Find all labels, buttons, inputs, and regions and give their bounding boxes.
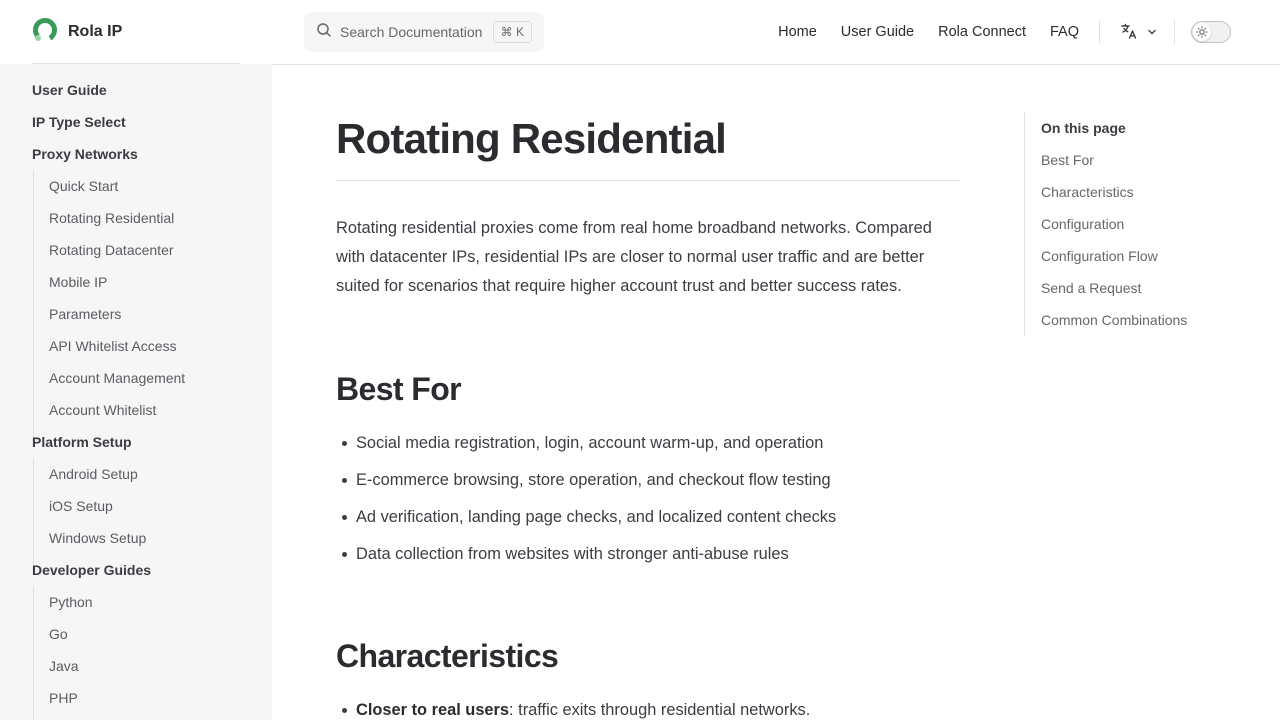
chevron-down-icon xyxy=(1146,25,1158,43)
top-navbar xyxy=(0,0,1280,64)
sidebar-item-php[interactable]: PHP xyxy=(49,690,78,706)
sidebar-item-proxy-networks[interactable]: Proxy Networks xyxy=(32,146,138,162)
sidebar-item-rotating-residential[interactable]: Rotating Residential xyxy=(49,210,175,226)
search-shortcut-key: ⌘ K xyxy=(493,21,532,43)
sidebar-section-rail xyxy=(33,170,34,440)
nav-link-rola-connect[interactable]: Rola Connect xyxy=(938,24,1026,40)
heading-best-for: Best For xyxy=(336,371,461,407)
outline-link-best-for[interactable]: Best For xyxy=(1041,152,1094,168)
outline-title: On this page xyxy=(1041,120,1126,136)
list-item: Ad verification, landing page checks, and localized content checks xyxy=(342,504,836,530)
sidebar-item-user-guide[interactable]: User Guide xyxy=(32,82,107,98)
header-divider xyxy=(272,64,1280,65)
nav-divider xyxy=(1099,20,1100,44)
term-label: Closer to real users xyxy=(356,701,510,719)
sidebar-section-rail xyxy=(33,458,34,568)
list-item: Data collection from websites with stronger anti-abuse rules xyxy=(342,541,789,567)
outline-link-common-combinations[interactable]: Common Combinations xyxy=(1041,312,1188,328)
sidebar-item-windows-setup[interactable]: Windows Setup xyxy=(49,530,147,546)
outline-link-send-a-request[interactable]: Send a Request xyxy=(1041,280,1142,296)
brand-title: Rola IP xyxy=(68,23,123,40)
sidebar-item-account-management[interactable]: Account Management xyxy=(49,370,186,386)
intro-paragraph: Rotating residential proxies come from real home broadband networks. Compared with datacenter IPs, residential IPs are closer to normal user traffic and are better suited for scenarios that require higher account trust and better success rates. xyxy=(336,219,932,295)
sidebar-item-mobile-ip[interactable]: Mobile IP xyxy=(49,274,108,290)
sidebar-item-rotating-datacenter[interactable]: Rotating Datacenter xyxy=(49,242,174,258)
sidebar-section-rail xyxy=(33,586,34,720)
nav-link-home[interactable]: Home xyxy=(778,24,817,40)
sidebar-item-ip-type-select[interactable]: IP Type Select xyxy=(32,114,126,130)
page-title: Rotating Residential xyxy=(336,115,727,162)
search-icon xyxy=(316,22,332,43)
language-switcher[interactable] xyxy=(1120,22,1158,45)
rola-logo-icon xyxy=(32,17,58,48)
list-item: Social media registration, login, account warm-up, and operation xyxy=(342,430,823,456)
sidebar-item-parameters[interactable]: Parameters xyxy=(49,306,122,322)
sun-icon xyxy=(1193,23,1211,41)
outline-link-characteristics[interactable]: Characteristics xyxy=(1041,184,1134,200)
sidebar-item-developer-guides[interactable]: Developer Guides xyxy=(32,562,152,578)
sidebar-item-python[interactable]: Python xyxy=(49,594,93,610)
list-item: E-commerce browsing, store operation, and checkout flow testing xyxy=(342,467,831,493)
heading-characteristics: Characteristics xyxy=(336,638,559,674)
sidebar-item-quick-start[interactable]: Quick Start xyxy=(49,178,119,194)
outline-link-configuration[interactable]: Configuration xyxy=(1041,216,1125,232)
sidebar-item-go[interactable]: Go xyxy=(49,626,68,642)
nav-link-faq[interactable]: FAQ xyxy=(1049,24,1079,40)
list-item xyxy=(342,697,810,720)
translate-icon xyxy=(1120,22,1138,45)
nav-link-user-guide[interactable]: User Guide xyxy=(840,24,915,40)
main-nav xyxy=(778,20,1079,44)
search-button[interactable] xyxy=(304,12,544,52)
nav-divider xyxy=(1174,20,1175,44)
theme-toggle[interactable] xyxy=(1191,21,1231,43)
title-divider xyxy=(336,180,960,181)
sidebar-item-api-whitelist-access[interactable]: API Whitelist Access xyxy=(49,338,177,354)
sidebar-item-java[interactable]: Java xyxy=(49,658,79,674)
outline-rail xyxy=(1024,112,1025,336)
brand-link[interactable] xyxy=(32,18,122,46)
sidebar-item-platform-setup[interactable]: Platform Setup xyxy=(32,434,132,450)
sidebar-item-account-whitelist[interactable]: Account Whitelist xyxy=(49,402,157,418)
term-description: : traffic exits through residential networks. xyxy=(509,701,811,719)
sidebar-item-ios-setup[interactable]: iOS Setup xyxy=(49,498,113,514)
sidebar-item-android-setup[interactable]: Android Setup xyxy=(49,466,138,482)
outline-link-configuration-flow[interactable]: Configuration Flow xyxy=(1041,248,1158,264)
search-placeholder: Search Documentation xyxy=(340,24,483,40)
